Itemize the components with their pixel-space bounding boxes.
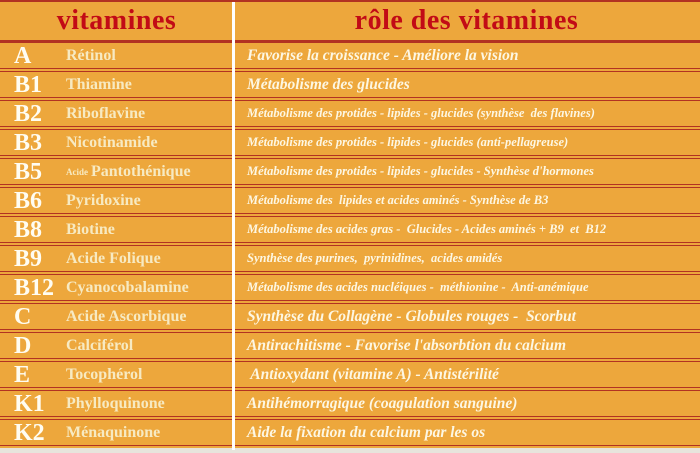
vitamin-letter: E	[14, 361, 31, 388]
vitamin-role: Métabolisme des protides - lipides - glucides - Synthèse d'hormones	[247, 164, 594, 178]
table-row	[0, 187, 700, 214]
vitamin-name: Biotine	[66, 220, 115, 238]
vitamin-cell	[0, 130, 233, 155]
vitamin-role: Métabolisme des glucides	[247, 75, 410, 93]
vitamin-cell	[0, 101, 233, 126]
table-row	[0, 158, 700, 185]
vitamin-name-prefix: Acide	[66, 166, 88, 177]
vitamin-letter: K1	[14, 390, 45, 417]
role-cell	[233, 304, 700, 329]
vitamin-cell	[0, 43, 233, 68]
role-cell	[233, 420, 700, 445]
vitamin-letter: K2	[14, 419, 45, 446]
vitamin-name: Phylloquinone	[66, 394, 165, 412]
vitamin-cell	[0, 420, 233, 445]
vitamin-name: Acide Ascorbique	[66, 307, 187, 325]
role-cell	[233, 159, 700, 184]
vitamin-name: Acide Folique	[66, 249, 161, 267]
vitamin-role: Aide la fixation du calcium par les os	[247, 423, 486, 441]
vitamin-name: Ménaquinone	[66, 423, 161, 441]
role-cell	[233, 362, 700, 387]
table-row	[0, 303, 700, 330]
header-role-column: rôle des vitamines	[354, 5, 579, 36]
table-row	[0, 129, 700, 156]
role-cell	[233, 217, 700, 242]
vitamin-letter: B12	[14, 274, 55, 301]
vitamin-letter: B3	[14, 129, 43, 156]
vitamin-name: Thiamine	[66, 75, 132, 93]
vitamin-name: Rétinol	[66, 46, 116, 64]
vitamin-cell	[0, 362, 233, 387]
header-vitamins-column: vitamines	[56, 5, 177, 36]
vitamin-role: Synthèse des purines, pyrinidines, acides amidés	[247, 251, 503, 265]
table-row	[0, 361, 700, 388]
vitamin-role: Antihémorragique (coagulation sanguine)	[247, 394, 518, 412]
vitamin-cell	[0, 188, 233, 213]
column-divider	[232, 2, 235, 450]
table-row	[0, 71, 700, 98]
vitamin-letter: B8	[14, 216, 43, 243]
vitamin-letter: D	[14, 332, 32, 359]
vitamin-letter: B1	[14, 71, 43, 98]
role-cell	[233, 275, 700, 300]
vitamin-role: Métabolisme des protides - lipides - glucides (anti-pellagreuse)	[247, 135, 569, 149]
vitamin-letter: B9	[14, 245, 43, 272]
footer-strip	[0, 448, 700, 453]
vitamin-letter: A	[14, 42, 32, 69]
vitamin-role: Métabolisme des acides gras - Glucides - Acides aminés + B9 et B12	[247, 222, 607, 236]
role-cell	[233, 391, 700, 416]
role-cell	[233, 246, 700, 271]
vitamin-cell	[0, 246, 233, 271]
vitamin-name: Riboflavine	[66, 104, 146, 122]
role-cell	[233, 72, 700, 97]
table-header-row	[0, 2, 700, 42]
role-cell	[233, 43, 700, 68]
vitamin-letter: B5	[14, 158, 43, 185]
vitamin-name: Pyridoxine	[66, 191, 141, 209]
vitamin-role: Antioxydant (vitamine A) - Antistérilité	[247, 365, 499, 383]
vitamin-cell	[0, 72, 233, 97]
table-row	[0, 42, 700, 69]
vitamin-role: Métabolisme des lipides et acides aminés - Synthèse de B3	[247, 193, 549, 207]
table-row	[0, 245, 700, 272]
vitamin-name: Tocophérol	[66, 365, 143, 383]
vitamin-cell	[0, 333, 233, 358]
role-cell	[233, 130, 700, 155]
table-row	[0, 419, 700, 446]
table-row	[0, 274, 700, 301]
table-row	[0, 390, 700, 417]
vitamin-role: Synthèse du Collagène - Globules rouges - Scorbut	[247, 307, 576, 325]
vitamin-cell	[0, 159, 233, 184]
role-cell	[233, 101, 700, 126]
vitamin-cell	[0, 304, 233, 329]
vitamin-letter: C	[14, 303, 32, 330]
vitamin-role: Métabolisme des protides - lipides - glucides (synthèse des flavines)	[247, 106, 595, 120]
vitamin-cell	[0, 217, 233, 242]
role-cell	[233, 188, 700, 213]
vitamin-role: Favorise la croissance - Améliore la vision	[247, 46, 519, 64]
vitamin-cell	[0, 391, 233, 416]
table-row	[0, 100, 700, 127]
table-row	[0, 216, 700, 243]
table-body	[0, 42, 700, 446]
table-row	[0, 332, 700, 359]
vitamin-name: Cyanocobalamine	[66, 278, 189, 296]
role-cell	[233, 333, 700, 358]
vitamin-letter: B2	[14, 100, 43, 127]
vitamin-name: Nicotinamide	[66, 133, 158, 151]
vitamin-cell	[0, 275, 233, 300]
vitamin-role: Antirachitisme - Favorise l'absorbtion du calcium	[247, 336, 567, 354]
vitamin-letter: B6	[14, 187, 43, 214]
vitamin-role: Métabolisme des acides nucléiques - méthionine - Anti-anémique	[247, 280, 589, 294]
vitamin-name: Pantothénique	[91, 162, 191, 180]
vitamin-name: Calciférol	[66, 336, 134, 354]
